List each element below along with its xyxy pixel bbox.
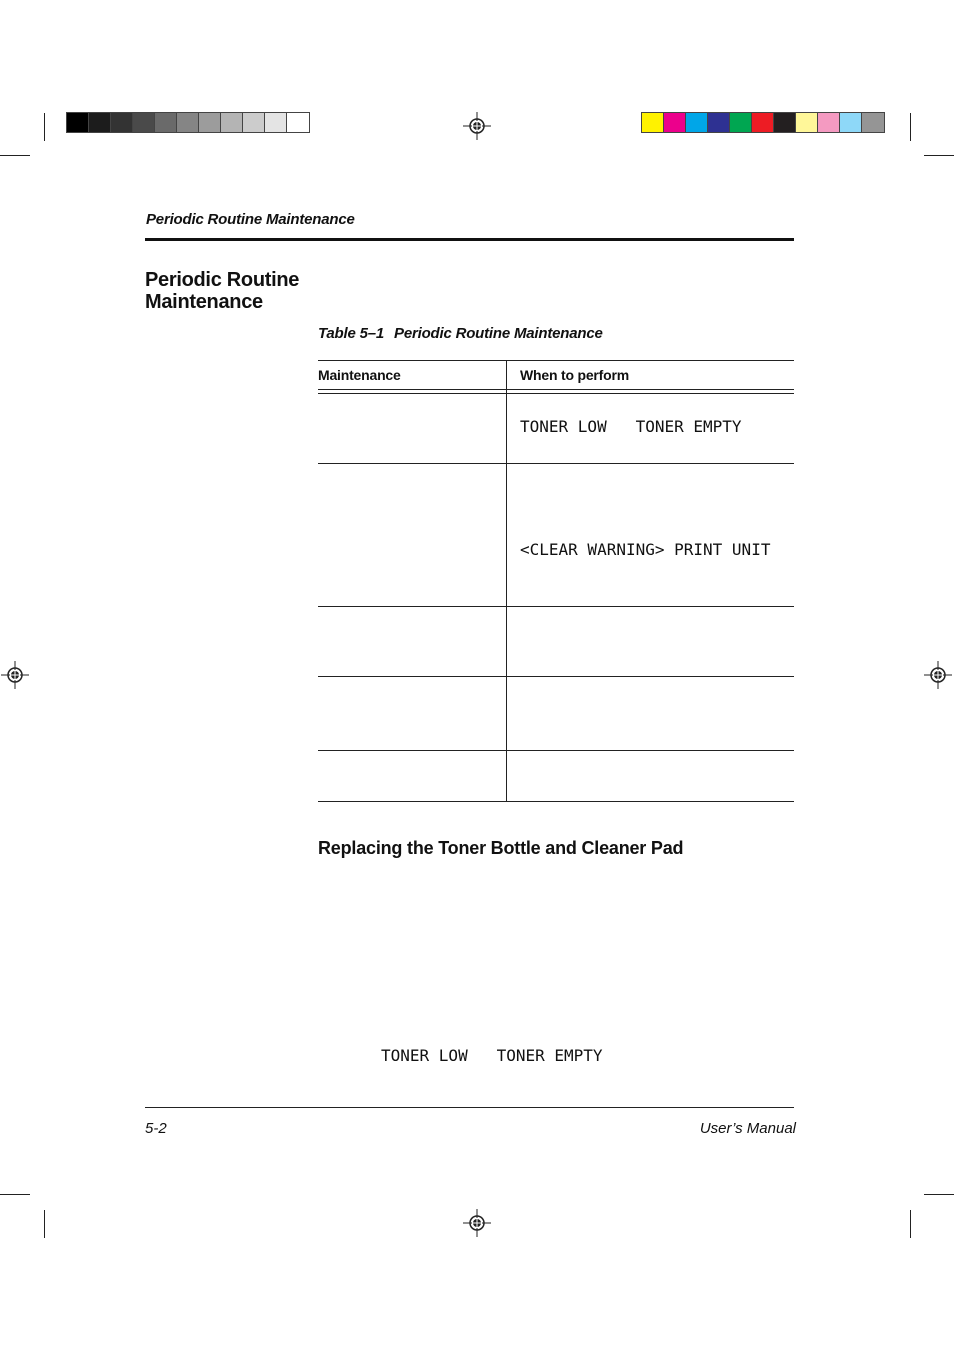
color-swatch [774,113,796,132]
page-number: 5-2 [145,1120,167,1137]
crop-mark [924,155,954,156]
color-swatch [752,113,774,132]
table-rule [318,750,794,751]
color-swatch [111,113,133,132]
color-swatch [67,113,89,132]
column-header-maintenance: Maintenance [318,367,401,383]
table-rule [318,393,794,394]
crop-mark [910,1210,911,1238]
color-swatch [177,113,199,132]
table-rule [318,801,794,802]
registration-mark-icon [463,112,491,140]
crop-mark [44,1210,45,1238]
table-caption [318,325,603,342]
color-swatch [686,113,708,132]
table-rule [318,606,794,607]
color-swatch [287,113,309,132]
color-calibration-bar [641,112,885,133]
table-rule [318,389,794,390]
body-text: TONER LOW TONER EMPTY [381,1046,603,1065]
color-swatch [840,113,862,132]
color-swatch [730,113,752,132]
crop-mark [910,113,911,141]
registration-mark-icon [924,661,952,689]
header-rule [145,238,794,241]
crop-mark [0,1194,30,1195]
color-swatch [796,113,818,132]
section-title-line: Maintenance [145,291,263,313]
column-header-when: When to perform [520,367,629,383]
table-rule [318,360,794,361]
when-cell: TONER LOW TONER EMPTY [520,417,742,436]
manual-title: User’s Manual [699,1120,796,1137]
color-swatch [243,113,265,132]
color-swatch [221,113,243,132]
table-caption-title: Periodic Routine Maintenance [394,325,603,342]
maintenance-table [318,360,794,802]
footer-rule [145,1107,794,1108]
color-swatch [155,113,177,132]
section-title [145,269,299,313]
color-swatch [664,113,686,132]
color-swatch [818,113,840,132]
when-cell: <CLEAR WARNING> PRINT UNIT [520,540,771,559]
color-swatch [708,113,730,132]
subsection-title: Replacing the Toner Bottle and Cleaner Pad [318,838,684,858]
crop-mark [924,1194,954,1195]
color-swatch [862,113,884,132]
registration-mark-icon [1,661,29,689]
color-swatch [133,113,155,132]
section-title-line: Periodic Routine [145,269,300,291]
color-swatch [89,113,111,132]
table-caption-number: Table 5–1 [318,325,385,342]
color-swatch [265,113,287,132]
color-swatch [199,113,221,132]
table-rule [318,463,794,464]
color-swatch [642,113,664,132]
table-rule [318,676,794,677]
crop-mark [0,155,30,156]
crop-mark [44,113,45,141]
column-divider [506,360,507,802]
running-head: Periodic Routine Maintenance [146,211,355,228]
registration-mark-icon [463,1209,491,1237]
grayscale-calibration-bar [66,112,310,133]
